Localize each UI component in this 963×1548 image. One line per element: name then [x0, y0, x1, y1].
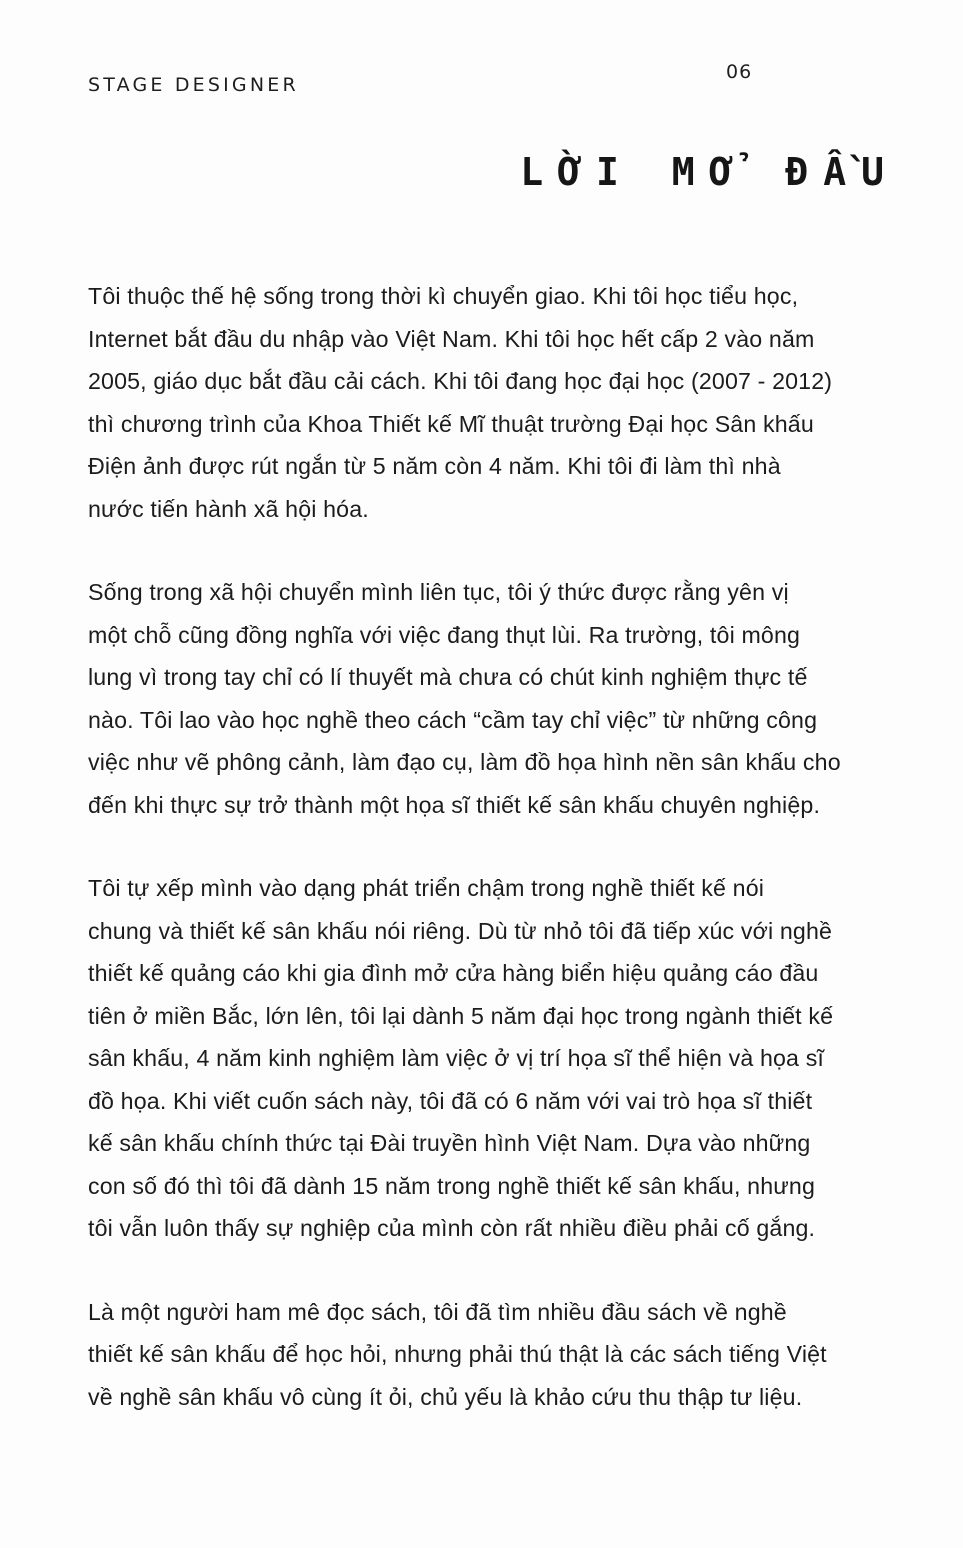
text-line: Là một người ham mê đọc sách, tôi đã tìm nhiều đầu sách về nghề [88, 1298, 787, 1325]
text-line: Tôi thuộc thế hệ sống trong thời kì chuyển giao. Khi tôi học tiểu học, [88, 283, 799, 309]
text-line: tôi vẫn luôn thấy sự nghiệp của mình còn rất nhiều điều phải cố gắng. [88, 1215, 816, 1241]
text-line: thiết kế sân khấu để học hỏi, nhưng phải thú thật là các sách tiếng Việt [88, 1341, 827, 1367]
paragraph-4 [88, 1291, 906, 1419]
text-line: sân khấu, 4 năm kinh nghiệm làm việc ở vị trí họa sĩ thể hiện và họa sĩ [88, 1045, 825, 1071]
text-line: đồ họa. Khi viết cuốn sách này, tôi đã có 6 năm với vai trò họa sĩ thiết [88, 1087, 813, 1114]
paragraph-1 [88, 275, 906, 530]
text-line: việc như vẽ phông cảnh, làm đạo cụ, làm đồ họa hình nền sân khấu cho [88, 749, 841, 775]
text-line: nước tiến hành xã hội hóa. [88, 495, 369, 522]
text-line: thiết kế quảng cáo khi gia đình mở cửa hàng biển hiệu quảng cáo đầu [88, 960, 819, 986]
text-line: tiên ở miền Bắc, lớn lên, tôi lại dành 5 năm đại học trong ngành thiết kế [88, 1002, 834, 1029]
text-line: chung và thiết kế sân khấu nói riêng. Dù từ nhỏ tôi đã tiếp xúc với nghề [88, 917, 833, 944]
chapter-title: LỜI MỞ ĐẦU [520, 150, 899, 194]
text-line: 2005, giáo dục bắt đầu cải cách. Khi tôi đang học đại học (2007 - 2012) [88, 368, 833, 394]
page-number: 06 [726, 61, 753, 83]
paragraph-2 [88, 571, 906, 826]
text-line: về nghề sân khấu vô cùng ít ỏi, chủ yếu là khảo cứu thu thập tư liệu. [88, 1383, 803, 1410]
text-line: con số đó thì tôi đã dành 15 năm trong nghề thiết kế sân khấu, nhưng [88, 1172, 816, 1199]
text-line: Internet bắt đầu du nhập vào Việt Nam. Khi tôi học hết cấp 2 vào năm [88, 325, 815, 352]
text-line: Điện ảnh được rút ngắn từ 5 năm còn 4 năm. Khi tôi đi làm thì nhà [88, 453, 781, 479]
text-line: thì chương trình của Khoa Thiết kế Mĩ thuật trường Đại học Sân khấu [88, 410, 814, 437]
paragraph-3 [88, 867, 906, 1250]
text-line: đến khi thực sự trở thành một họa sĩ thiết kế sân khấu chuyên nghiệp. [88, 791, 821, 818]
text-line: Sống trong xã hội chuyển mình liên tục, tôi ý thức được rằng yên vị [88, 579, 789, 605]
text-line: kế sân khấu chính thức tại Đài truyền hình Việt Nam. Dựa vào những [88, 1130, 811, 1156]
running-head: STAGE DESIGNER [88, 74, 299, 96]
text-line: một chỗ cũng đồng nghĩa với việc đang thụt lùi. Ra trường, tôi mông [88, 621, 801, 648]
text-line: Tôi tự xếp mình vào dạng phát triển chậm trong nghề thiết kế nói [88, 875, 765, 901]
text-line: nào. Tôi lao vào học nghề theo cách “cầm tay chỉ việc” từ những công [88, 706, 818, 733]
text-line: lung vì trong tay chỉ có lí thuyết mà chưa có chút kinh nghiệm thực tế [88, 664, 808, 690]
body-text [88, 275, 906, 1459]
